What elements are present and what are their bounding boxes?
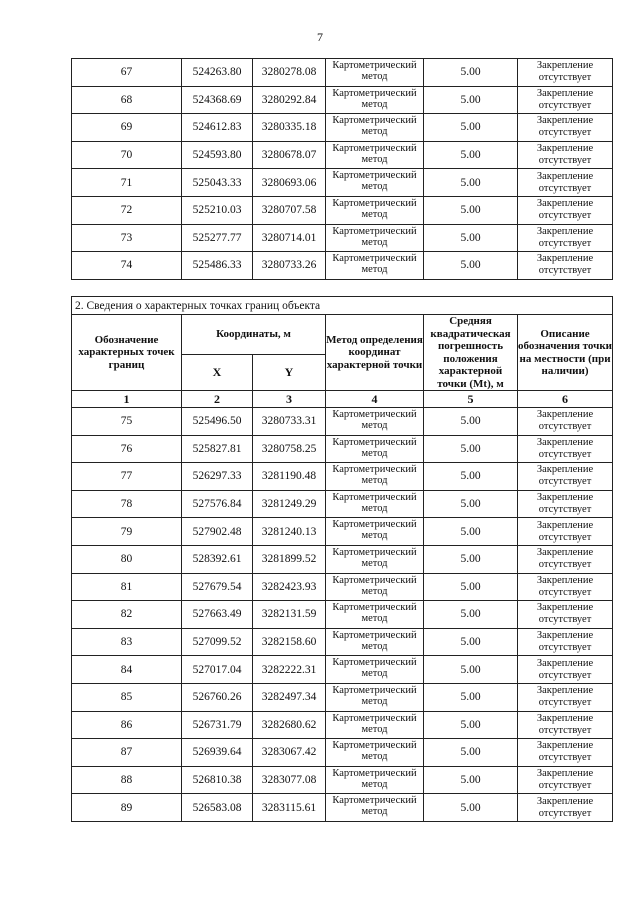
table-row [72,435,613,463]
y-coordinate-cell: 3281240.13 [253,518,326,546]
error-cell: 5.00 [424,573,518,601]
description-cell: Закрепление отсутствует [518,545,613,573]
point-number-cell: 86 [72,711,182,739]
x-coordinate-cell: 525827.81 [182,435,253,463]
error-cell: 5.00 [424,628,518,656]
header-y: Y [253,355,326,391]
y-coordinate-cell: 3281899.52 [253,545,326,573]
error-cell: 5.00 [424,794,518,822]
point-number-cell: 71 [72,169,182,197]
point-number-cell: 72 [72,196,182,224]
error-cell: 5.00 [424,435,518,463]
description-cell: Закрепление отсутствует [518,59,613,87]
point-number-cell: 85 [72,683,182,711]
method-cell: Картометрический метод [326,435,424,463]
x-coordinate-cell: 525210.03 [182,196,253,224]
method-cell: Картометрический метод [326,683,424,711]
x-coordinate-cell: 526810.38 [182,766,253,794]
error-cell: 5.00 [424,252,518,280]
page-number: 7 [317,30,323,44]
column-number: 5 [424,391,518,408]
method-cell: Картометрический метод [326,518,424,546]
method-cell: Картометрический метод [326,628,424,656]
table-row [72,794,613,822]
x-coordinate-cell: 526731.79 [182,711,253,739]
point-number-cell: 88 [72,766,182,794]
table-row [72,766,613,794]
description-cell: Закрепление отсутствует [518,573,613,601]
y-coordinate-cell: 3280733.31 [253,408,326,436]
method-cell: Картометрический метод [326,766,424,794]
y-coordinate-cell: 3280733.26 [253,252,326,280]
point-number-cell: 74 [72,252,182,280]
y-coordinate-cell: 3280693.06 [253,169,326,197]
point-number-cell: 75 [72,408,182,436]
x-coordinate-cell: 527017.04 [182,656,253,684]
header-error: Средняя квадратическая погрешность положения характерной точки (Mt), м [424,315,518,391]
description-cell: Закрепление отсутствует [518,196,613,224]
error-cell: 5.00 [424,656,518,684]
y-coordinate-cell: 3280335.18 [253,114,326,142]
point-number-cell: 81 [72,573,182,601]
error-cell: 5.00 [424,711,518,739]
x-coordinate-cell: 527576.84 [182,490,253,518]
method-cell: Картометрический метод [326,656,424,684]
y-coordinate-cell: 3281249.29 [253,490,326,518]
description-cell: Закрепление отсутствует [518,683,613,711]
method-cell: Картометрический метод [326,545,424,573]
point-number-cell: 69 [72,114,182,142]
header-coordinates: Координаты, м [182,315,326,355]
description-cell: Закрепление отсутствует [518,141,613,169]
x-coordinate-cell: 525043.33 [182,169,253,197]
error-cell: 5.00 [424,114,518,142]
description-cell: Закрепление отсутствует [518,463,613,491]
y-coordinate-cell: 3283077.08 [253,766,326,794]
description-cell: Закрепление отсутствует [518,628,613,656]
point-number-cell: 67 [72,59,182,87]
y-coordinate-cell: 3280707.58 [253,196,326,224]
table-row [72,518,613,546]
method-cell: Картометрический метод [326,601,424,629]
x-coordinate-cell: 524593.80 [182,141,253,169]
table-row [72,656,613,684]
method-cell: Картометрический метод [326,711,424,739]
method-cell: Картометрический метод [326,252,424,280]
error-cell: 5.00 [424,196,518,224]
description-cell: Закрепление отсутствует [518,518,613,546]
x-coordinate-cell: 527663.49 [182,601,253,629]
method-cell: Картометрический метод [326,59,424,87]
y-coordinate-cell: 3280678.07 [253,141,326,169]
x-coordinate-cell: 525496.50 [182,408,253,436]
error-cell: 5.00 [424,59,518,87]
y-coordinate-cell: 3280278.08 [253,59,326,87]
description-cell: Закрепление отсутствует [518,114,613,142]
boundary-points-table [71,296,613,822]
y-coordinate-cell: 3280714.01 [253,224,326,252]
method-cell: Картометрический метод [326,196,424,224]
table-row [72,114,613,142]
table-row [72,628,613,656]
description-cell: Закрепление отсутствует [518,739,613,767]
method-cell: Картометрический метод [326,739,424,767]
x-coordinate-cell: 524263.80 [182,59,253,87]
table-row [72,739,613,767]
description-cell: Закрепление отсутствует [518,169,613,197]
error-cell: 5.00 [424,224,518,252]
table-row [72,59,613,87]
header-designation: Обозначение характерных точек границ [72,315,182,391]
x-coordinate-cell: 526760.26 [182,683,253,711]
point-number-cell: 89 [72,794,182,822]
point-number-cell: 68 [72,86,182,114]
point-number-cell: 87 [72,739,182,767]
point-number-cell: 80 [72,545,182,573]
x-coordinate-cell: 526297.33 [182,463,253,491]
error-cell: 5.00 [424,683,518,711]
method-cell: Картометрический метод [326,224,424,252]
method-cell: Картометрический метод [326,114,424,142]
y-coordinate-cell: 3282423.93 [253,573,326,601]
table-row [72,169,613,197]
section-title: 2. Сведения о характерных точках границ объекта [72,297,613,315]
column-number: 4 [326,391,424,408]
point-number-cell: 83 [72,628,182,656]
x-coordinate-cell: 524368.69 [182,86,253,114]
error-cell: 5.00 [424,169,518,197]
error-cell: 5.00 [424,766,518,794]
x-coordinate-cell: 524612.83 [182,114,253,142]
method-cell: Картометрический метод [326,141,424,169]
x-coordinate-cell: 526939.64 [182,739,253,767]
error-cell: 5.00 [424,518,518,546]
y-coordinate-cell: 3281190.48 [253,463,326,491]
table-row [72,463,613,491]
y-coordinate-cell: 3282497.34 [253,683,326,711]
table-row [72,573,613,601]
point-number-cell: 82 [72,601,182,629]
x-coordinate-cell: 527099.52 [182,628,253,656]
column-number: 3 [253,391,326,408]
table-row [72,86,613,114]
column-number: 6 [518,391,613,408]
table-row [72,224,613,252]
description-cell: Закрепление отсутствует [518,408,613,436]
y-coordinate-cell: 3282131.59 [253,601,326,629]
y-coordinate-cell: 3280758.25 [253,435,326,463]
description-cell: Закрепление отсутствует [518,601,613,629]
table-row [72,252,613,280]
point-number-cell: 70 [72,141,182,169]
table-row [72,490,613,518]
x-coordinate-cell: 527679.54 [182,573,253,601]
x-coordinate-cell: 527902.48 [182,518,253,546]
column-number: 2 [182,391,253,408]
description-cell: Закрепление отсутствует [518,766,613,794]
method-cell: Картометрический метод [326,463,424,491]
description-cell: Закрепление отсутствует [518,656,613,684]
header-x: X [182,355,253,391]
y-coordinate-cell: 3282680.62 [253,711,326,739]
table-row [72,683,613,711]
point-number-cell: 77 [72,463,182,491]
error-cell: 5.00 [424,408,518,436]
table-row [72,408,613,436]
column-number: 1 [72,391,182,408]
error-cell: 5.00 [424,141,518,169]
description-cell: Закрепление отсутствует [518,490,613,518]
error-cell: 5.00 [424,601,518,629]
x-coordinate-cell: 526583.08 [182,794,253,822]
description-cell: Закрепление отсутствует [518,224,613,252]
method-cell: Картометрический метод [326,169,424,197]
method-cell: Картометрический метод [326,86,424,114]
table-body-top [72,59,613,280]
description-cell: Закрепление отсутствует [518,252,613,280]
point-number-cell: 79 [72,518,182,546]
method-cell: Картометрический метод [326,408,424,436]
description-cell: Закрепление отсутствует [518,86,613,114]
table-row [72,601,613,629]
y-coordinate-cell: 3282222.31 [253,656,326,684]
header-description: Описание обозначения точки на местности (при наличии) [518,315,613,391]
description-cell: Закрепление отсутствует [518,435,613,463]
table-row [72,545,613,573]
error-cell: 5.00 [424,739,518,767]
point-number-cell: 73 [72,224,182,252]
y-coordinate-cell: 3282158.60 [253,628,326,656]
error-cell: 5.00 [424,490,518,518]
y-coordinate-cell: 3283067.42 [253,739,326,767]
point-number-cell: 76 [72,435,182,463]
x-coordinate-cell: 525277.77 [182,224,253,252]
table-body-bottom [72,408,613,822]
header-method: Метод определения координат характерной точки [326,315,424,391]
boundary-points-table-continued [71,58,613,280]
point-number-cell: 84 [72,656,182,684]
y-coordinate-cell: 3280292.84 [253,86,326,114]
method-cell: Картометрический метод [326,794,424,822]
x-coordinate-cell: 525486.33 [182,252,253,280]
error-cell: 5.00 [424,463,518,491]
method-cell: Картометрический метод [326,490,424,518]
error-cell: 5.00 [424,545,518,573]
point-number-cell: 78 [72,490,182,518]
y-coordinate-cell: 3283115.61 [253,794,326,822]
error-cell: 5.00 [424,86,518,114]
description-cell: Закрепление отсутствует [518,794,613,822]
description-cell: Закрепление отсутствует [518,711,613,739]
table-row [72,141,613,169]
table-row [72,711,613,739]
method-cell: Картометрический метод [326,573,424,601]
x-coordinate-cell: 528392.61 [182,545,253,573]
table-row [72,196,613,224]
